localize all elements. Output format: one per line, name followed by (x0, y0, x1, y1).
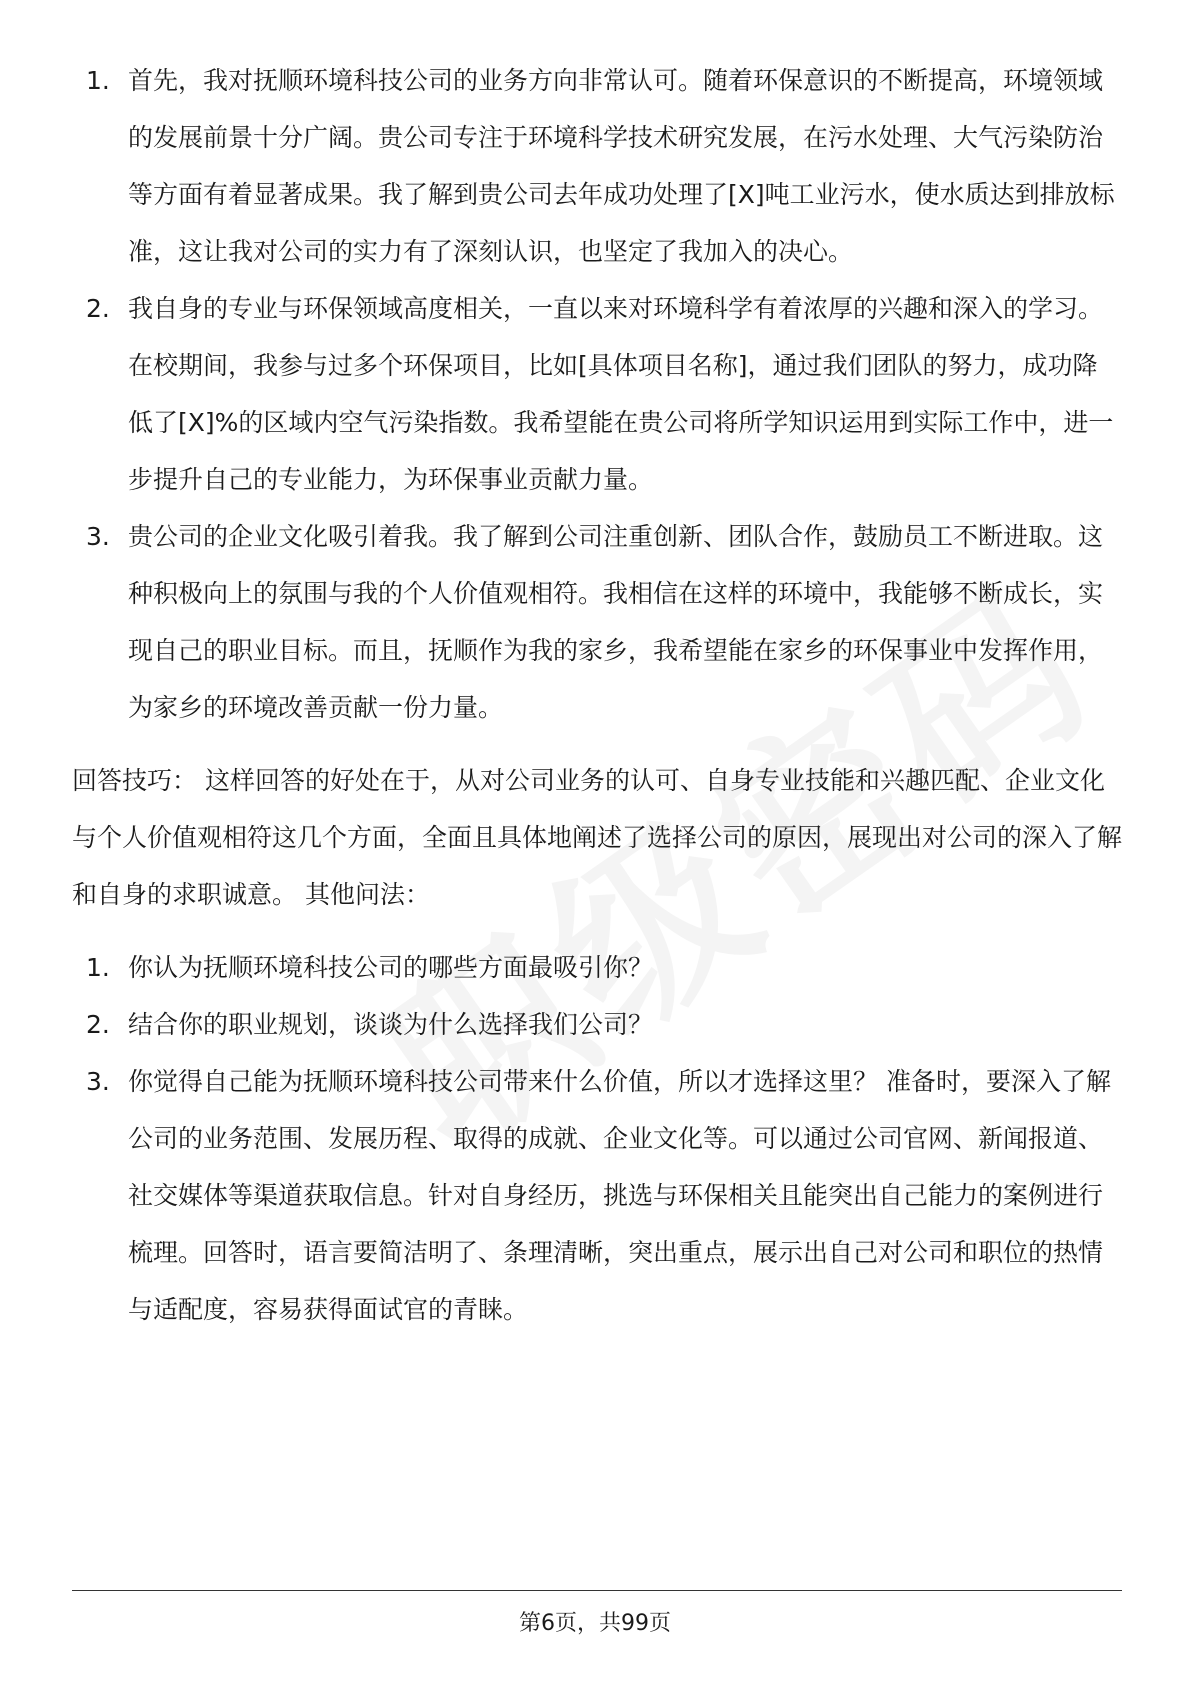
list-number: 3. (86, 1067, 110, 1096)
alt-questions-list (72, 939, 1122, 1338)
list-item (72, 996, 1122, 1053)
document-body (72, 52, 1122, 1338)
list-item (72, 52, 1122, 280)
list-text: 首先，我对抚顺环境科技公司的业务方向非常认可。随着环保意识的不断提高，环境领域的发展前景十分广阔。贵公司专注于环境科学技术研究发展，在污水处理、大气污染防治等方面有着显著成果。我了解到贵公司去年成功处理了[X]吨工业污水，使水质达到排放标准，这让我对公司的实力有了深刻认识，也坚定了我加入的决心。 (128, 66, 1115, 266)
answer-tip: 回答技巧： 这样回答的好处在于，从对公司业务的认可、自身专业技能和兴趣匹配、企业文化与个人价值观相符这几个方面，全面且具体地阐述了选择公司的原因，展现出对公司的深入了解和自身的求职诚意。 其他问法： (72, 766, 1123, 909)
list-item (72, 280, 1122, 508)
list-text: 贵公司的企业文化吸引着我。我了解到公司注重创新、团队合作，鼓励员工不断进取。这种积极向上的氛围与我的个人价值观相符。我相信在这样的环境中，我能够不断成长，实现自己的职业目标。而且，抚顺作为我的家乡，我希望能在家乡的环保事业中发挥作用，为家乡的环境改善贡献一份力量。 (128, 522, 1104, 722)
list-text: 你觉得自己能为抚顺环境科技公司带来什么价值，所以才选择这里？ 准备时，要深入了解公司的业务范围、发展历程、取得的成就、企业文化等。可以通过公司官网、新闻报道、社交媒体等渠道获取信息。针对自身经历，挑选与环保相关且能突出自己能力的案例进行梳理。回答时，语言要简洁明了、条理清晰，突出重点，展示出自己对公司和职位的热情与适配度，容易获得面试官的青睐。 (128, 1067, 1111, 1324)
reasons-list (72, 52, 1122, 736)
page-number: 第6页，共99页 (519, 1611, 671, 1636)
list-text: 结合你的职业规划，谈谈为什么选择我们公司？ (128, 1010, 654, 1039)
list-number: 2. (86, 1010, 110, 1039)
list-item (72, 939, 1122, 996)
list-number: 2. (86, 294, 110, 323)
list-item (72, 1053, 1122, 1338)
list-text: 你认为抚顺环境科技公司的哪些方面最吸引你？ (128, 953, 654, 982)
list-number: 1. (86, 66, 110, 95)
list-number: 1. (86, 953, 110, 982)
list-number: 3. (86, 522, 110, 551)
list-text: 我自身的专业与环保领域高度相关，一直以来对环境科学有着浓厚的兴趣和深入的学习。在校期间，我参与过多个环保项目，比如[具体项目名称]，通过我们团队的努力，成功降低了[X]%的区域内空气污染指数。我希望能在贵公司将所学知识运用到实际工作中，进一步提升自己的专业能力，为环保事业贡献力量。 (128, 294, 1114, 494)
list-item (72, 508, 1122, 736)
footer-divider (72, 1590, 1122, 1591)
